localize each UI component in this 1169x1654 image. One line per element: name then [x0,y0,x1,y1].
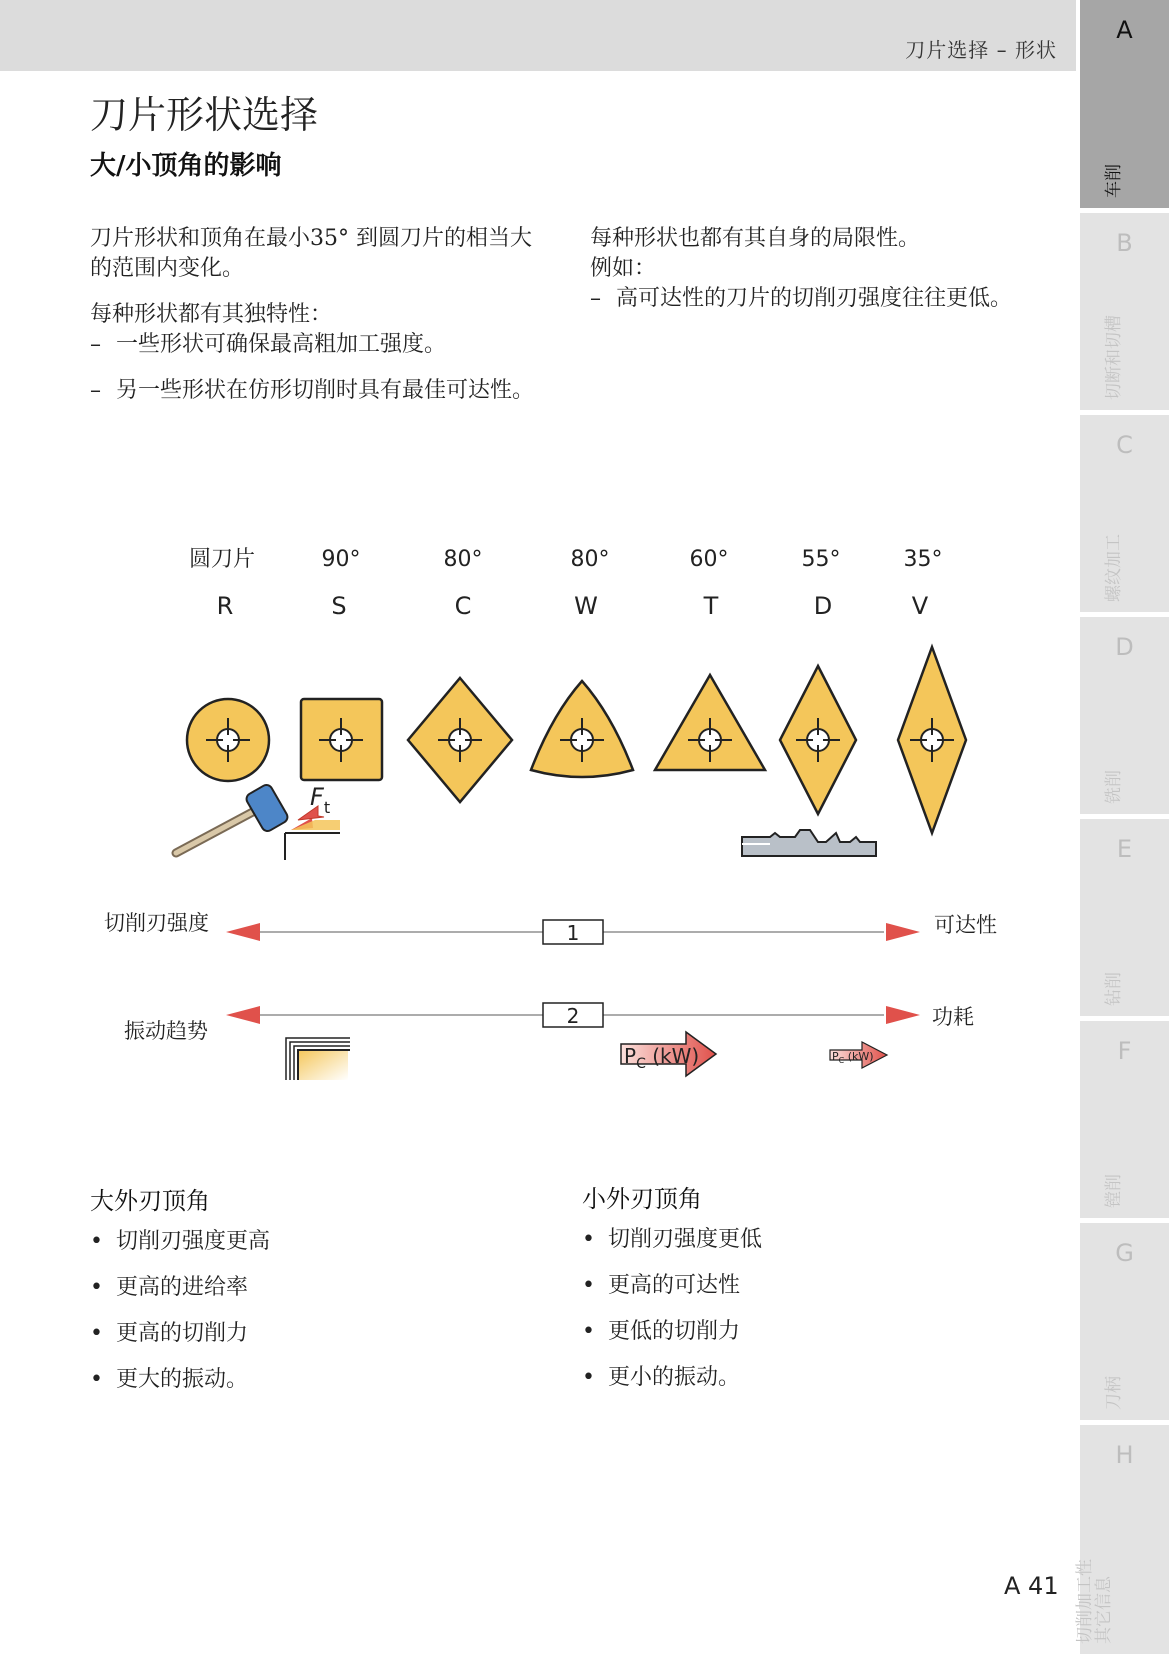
shape-code-label: V [911,592,929,620]
strength-accessibility-arrow [226,920,920,945]
tab-label: 切削加工性 其它信息 [1075,1559,1114,1644]
tab-letter: C [1116,431,1133,459]
tab-drilling[interactable] [1080,819,1169,1016]
list-item: • 切削刃强度更低 [582,1225,762,1271]
vibration-power-arrow [226,1003,920,1028]
insert-rhombic-35-icon [898,647,966,833]
page-number: A 41 [1004,1572,1059,1600]
intro-paragraph: 每种形状也都有其自身的局限性。 [590,226,921,251]
tab-label: 螺纹加工 [1104,534,1124,602]
tab-milling[interactable] [1080,617,1169,814]
power-label [624,1044,699,1072]
tab-letter: G [1115,1239,1134,1267]
power-consumption-small-icon [830,1042,887,1068]
shape-code-label: R [216,592,234,620]
tab-letter: B [1116,229,1133,257]
power-unit: (kW) [844,1050,874,1063]
insert-trigon-icon [531,681,633,777]
arrow-right-label: 功耗 [932,1005,974,1029]
insert-shape-diagram [0,530,1000,1090]
large-angle-heading: 大外刃顶角 [90,1187,210,1215]
arrow-number: 1 [566,921,580,945]
insert-square-icon [301,699,382,780]
shape-angle-label: 圆刀片 [188,547,256,572]
small-angle-list [582,1225,762,1409]
insert-rhombic-80-icon [408,678,512,802]
power-symbol: P [624,1044,637,1068]
force-symbol: F [310,783,324,811]
tab-turning[interactable] [1080,0,1169,208]
arrow-number: 2 [566,1004,580,1028]
list-item: • 切削刃强度更高 [90,1227,270,1273]
header-section-title: 刀片选择 – 形状 [905,38,1057,62]
shape-code-label: D [813,592,833,620]
list-item: • 更低的切削力 [582,1317,762,1363]
page-subtitle: 大/小顶角的影响 [90,151,282,181]
list-item: • 更高的可达性 [582,1271,762,1317]
tab-label: 切断和切槽 [1104,315,1124,400]
tab-machinability[interactable] [1075,1425,1169,1654]
list-item: – 一些形状可确保最高粗加工强度。 [90,330,550,360]
tab-label: 镗削 [1104,1174,1124,1208]
shape-angle-label: 80° [570,547,610,572]
power-subscript: C [636,1056,646,1072]
power-unit: (kW) [645,1044,700,1068]
tab-label: 刀柄 [1104,1376,1124,1410]
tab-tool-holding[interactable] [1080,1223,1169,1420]
force-subscript: t [323,798,331,817]
shape-code-label: T [703,592,719,620]
tab-letter: D [1115,633,1134,661]
power-consumption-large-icon [621,1032,716,1076]
power-subscript: C [838,1056,845,1065]
arrow-left-label: 振动趋势 [124,1019,208,1043]
tab-letter: F [1117,1037,1132,1065]
list-item: • 更大的振动。 [90,1365,270,1411]
intro-paragraph: 刀片形状和顶角在最小35° 到圆刀片的相当大的范围内变化。 [90,226,532,281]
power-label [832,1050,874,1065]
tab-letter: A [1116,16,1133,44]
intro-paragraph: 例如： [590,256,657,281]
tab-boring[interactable] [1080,1021,1169,1218]
intro-paragraph: 每种形状都有其独特性： [90,302,333,327]
tab-label: 钻削 [1104,972,1124,1006]
tab-letter: H [1115,1441,1134,1469]
shape-angle-label: 90° [321,547,361,572]
shape-code-label: C [454,592,472,620]
tab-label: 车削 [1104,164,1124,198]
list-item: • 更高的切削力 [90,1319,270,1365]
shape-angle-label: 80° [443,547,483,572]
list-item: • 更高的进给率 [90,1273,270,1319]
intro-left-column [90,224,550,422]
large-angle-list [90,1227,270,1411]
shape-code-label: S [331,592,347,620]
list-item: – 另一些形状在仿形切削时具有最佳可达性。 [90,376,550,406]
list-item: • 更小的振动。 [582,1363,762,1409]
vibration-icon [286,1038,350,1080]
list-item: – 高可达性的刀片的切削刃强度往往更低。 [590,284,1020,314]
profiled-workpiece-icon [742,830,876,856]
insert-round-icon [187,699,269,781]
shape-angle-label: 35° [903,547,943,572]
insert-triangle-icon [655,675,765,770]
intro-right-column [590,224,1020,330]
tab-letter: E [1116,835,1133,863]
shape-angle-label: 55° [801,547,841,572]
tab-label: 铣削 [1104,770,1124,804]
small-angle-heading: 小外刃顶角 [582,1185,702,1213]
power-symbol: P [832,1050,839,1063]
arrow-left-label: 切削刃强度 [104,911,209,935]
page-title: 刀片形状选择 [90,93,319,137]
tab-threading[interactable] [1080,415,1169,612]
insert-rhombic-55-icon [780,666,856,814]
arrow-right-label: 可达性 [934,913,997,937]
section-sidebar [1075,0,1169,1654]
shape-code-label: W [574,592,598,620]
tab-parting-grooving[interactable] [1080,213,1169,410]
shape-angle-label: 60° [689,547,729,572]
